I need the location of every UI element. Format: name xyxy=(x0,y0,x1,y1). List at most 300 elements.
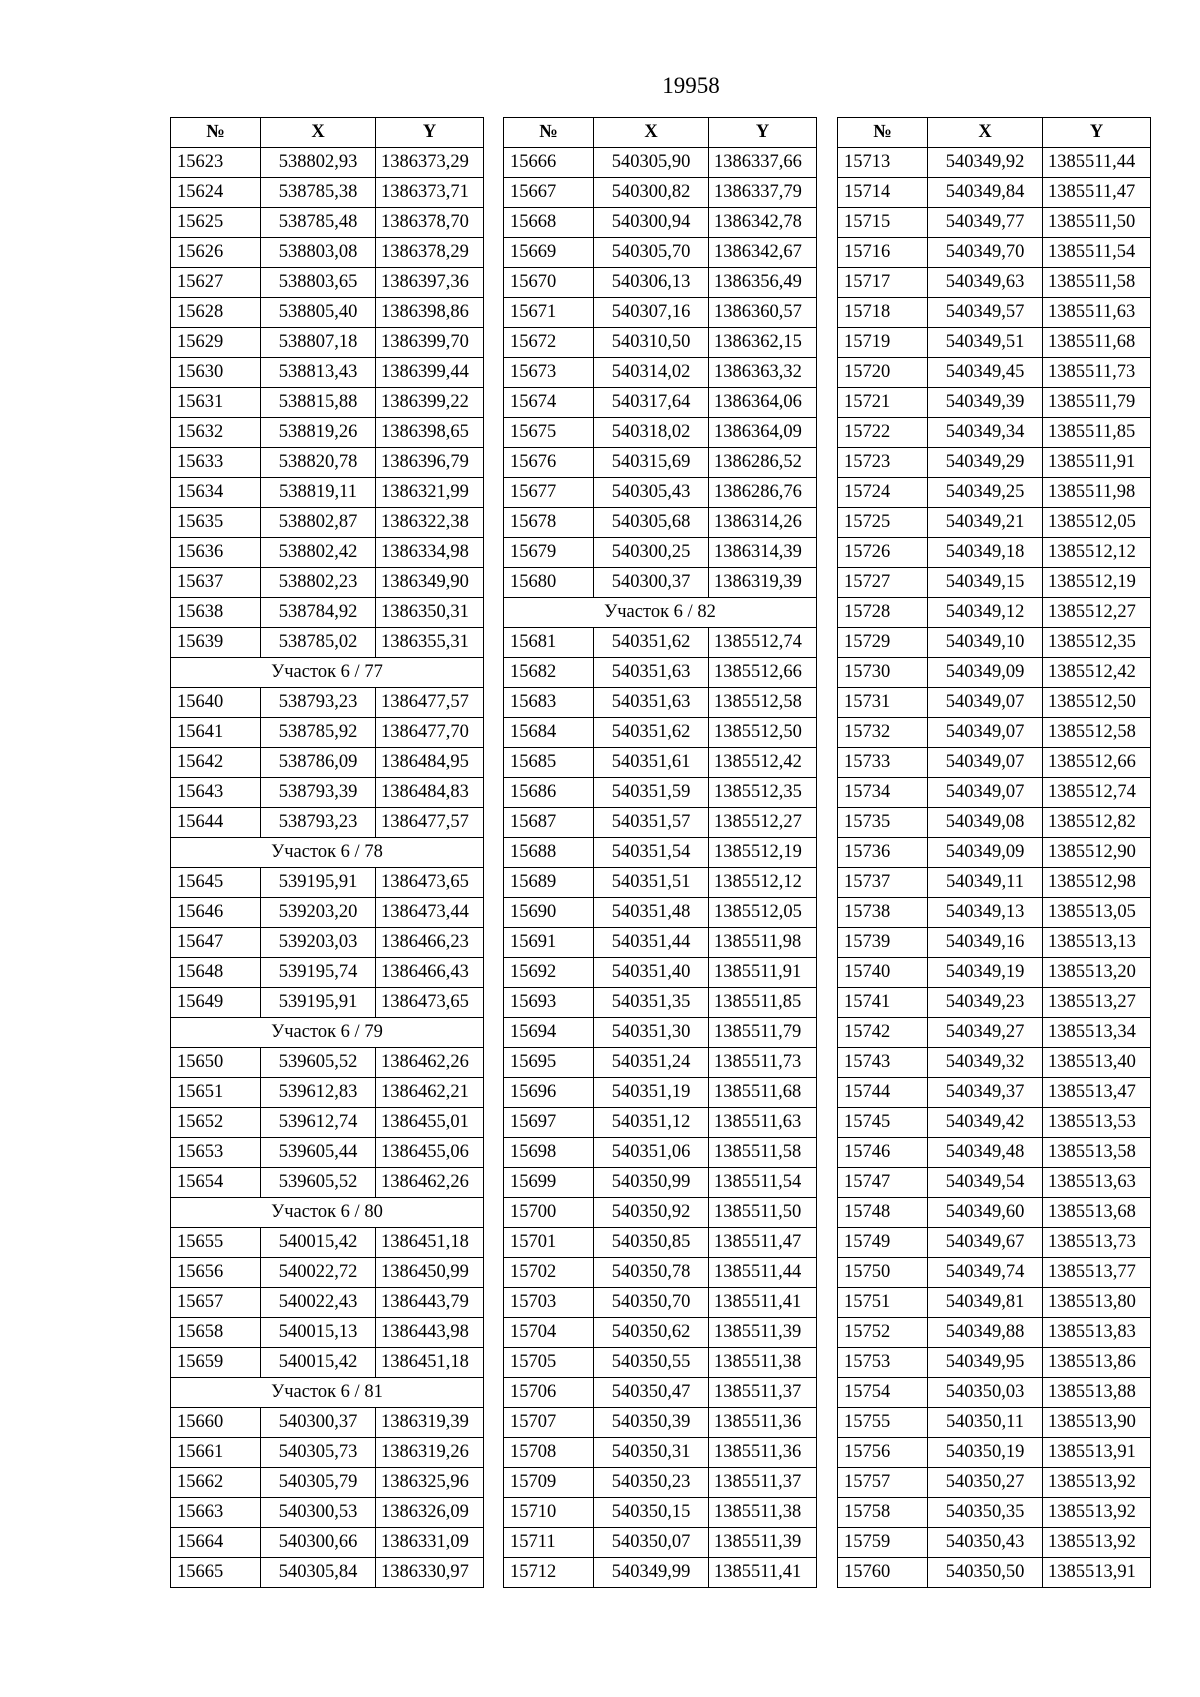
x-coordinate: 540349,09 xyxy=(928,838,1043,868)
x-coordinate: 540351,59 xyxy=(594,778,709,808)
x-coordinate: 540300,37 xyxy=(261,1408,376,1438)
y-coordinate: 1386462,26 xyxy=(376,1168,484,1198)
x-coordinate: 540349,88 xyxy=(928,1318,1043,1348)
table-row xyxy=(838,868,1151,898)
y-coordinate: 1386455,06 xyxy=(376,1138,484,1168)
point-number: 15758 xyxy=(838,1498,928,1528)
y-coordinate: 1385511,63 xyxy=(1043,298,1151,328)
point-number: 15716 xyxy=(838,238,928,268)
y-coordinate: 1385511,68 xyxy=(1043,328,1151,358)
table-row xyxy=(504,868,817,898)
x-coordinate: 538803,65 xyxy=(261,268,376,298)
table-row xyxy=(171,1258,484,1288)
point-number: 15735 xyxy=(838,808,928,838)
point-number: 15670 xyxy=(504,268,594,298)
table-row xyxy=(504,1498,817,1528)
x-coordinate: 540351,63 xyxy=(594,658,709,688)
coordinates-table-column-1 xyxy=(170,117,484,1588)
table-row xyxy=(504,478,817,508)
x-coordinate: 538785,02 xyxy=(261,628,376,658)
y-coordinate: 1385513,05 xyxy=(1043,898,1151,928)
coordinates-table-column-3 xyxy=(837,117,1151,1588)
table-row xyxy=(838,1018,1151,1048)
table-row xyxy=(504,628,817,658)
y-coordinate: 1385511,73 xyxy=(709,1048,817,1078)
y-coordinate: 1385511,50 xyxy=(709,1198,817,1228)
x-coordinate: 540305,68 xyxy=(594,508,709,538)
y-coordinate: 1385513,83 xyxy=(1043,1318,1151,1348)
x-coordinate: 540350,92 xyxy=(594,1198,709,1228)
x-coordinate: 538819,26 xyxy=(261,418,376,448)
point-number: 15714 xyxy=(838,178,928,208)
table-row xyxy=(504,1408,817,1438)
x-coordinate: 539195,74 xyxy=(261,958,376,988)
table-row xyxy=(504,358,817,388)
table-row xyxy=(504,538,817,568)
x-coordinate: 538802,87 xyxy=(261,508,376,538)
x-coordinate: 540015,13 xyxy=(261,1318,376,1348)
y-coordinate: 1386477,70 xyxy=(376,718,484,748)
point-number: 15644 xyxy=(171,808,261,838)
point-number: 15689 xyxy=(504,868,594,898)
y-coordinate: 1385513,53 xyxy=(1043,1108,1151,1138)
point-number: 15694 xyxy=(504,1018,594,1048)
x-coordinate: 540349,07 xyxy=(928,748,1043,778)
x-coordinate: 540349,77 xyxy=(928,208,1043,238)
point-number: 15691 xyxy=(504,928,594,958)
table-row xyxy=(504,1018,817,1048)
point-number: 15646 xyxy=(171,898,261,928)
y-coordinate: 1385512,66 xyxy=(1043,748,1151,778)
y-coordinate: 1386473,44 xyxy=(376,898,484,928)
point-number: 15704 xyxy=(504,1318,594,1348)
y-coordinate: 1386337,66 xyxy=(709,148,817,178)
table-row xyxy=(504,778,817,808)
x-coordinate: 540351,51 xyxy=(594,868,709,898)
section-row xyxy=(504,598,817,628)
table-row xyxy=(504,958,817,988)
x-coordinate: 540300,53 xyxy=(261,1498,376,1528)
y-coordinate: 1386364,06 xyxy=(709,388,817,418)
point-number: 15699 xyxy=(504,1168,594,1198)
point-number: 15713 xyxy=(838,148,928,178)
x-coordinate: 540349,08 xyxy=(928,808,1043,838)
point-number: 15686 xyxy=(504,778,594,808)
point-number: 15688 xyxy=(504,838,594,868)
table-row xyxy=(504,1048,817,1078)
point-number: 15656 xyxy=(171,1258,261,1288)
x-coordinate: 540351,12 xyxy=(594,1108,709,1138)
point-number: 15752 xyxy=(838,1318,928,1348)
point-number: 15697 xyxy=(504,1108,594,1138)
point-number: 15707 xyxy=(504,1408,594,1438)
x-coordinate: 540349,07 xyxy=(928,688,1043,718)
x-coordinate: 540351,44 xyxy=(594,928,709,958)
x-coordinate: 540350,11 xyxy=(928,1408,1043,1438)
table-row xyxy=(504,838,817,868)
table-row xyxy=(504,148,817,178)
coordinates-table-column-2 xyxy=(503,117,817,1588)
x-coordinate: 540349,29 xyxy=(928,448,1043,478)
point-number: 15676 xyxy=(504,448,594,478)
table-row xyxy=(171,598,484,628)
header-x: X xyxy=(261,118,376,148)
section-label: Участок 6 / 79 xyxy=(171,1018,484,1048)
point-number: 15685 xyxy=(504,748,594,778)
x-coordinate: 540350,85 xyxy=(594,1228,709,1258)
y-coordinate: 1386473,65 xyxy=(376,868,484,898)
table-row xyxy=(504,388,817,418)
table-row xyxy=(838,1198,1151,1228)
y-coordinate: 1386362,15 xyxy=(709,328,817,358)
x-coordinate: 538786,09 xyxy=(261,748,376,778)
y-coordinate: 1385511,91 xyxy=(1043,448,1151,478)
y-coordinate: 1385511,37 xyxy=(709,1468,817,1498)
x-coordinate: 538793,23 xyxy=(261,808,376,838)
x-coordinate: 540307,16 xyxy=(594,298,709,328)
y-coordinate: 1385513,47 xyxy=(1043,1078,1151,1108)
y-coordinate: 1385513,68 xyxy=(1043,1198,1151,1228)
table-row xyxy=(838,568,1151,598)
y-coordinate: 1385511,58 xyxy=(1043,268,1151,298)
table-row xyxy=(504,898,817,928)
x-coordinate: 538793,39 xyxy=(261,778,376,808)
y-coordinate: 1386321,99 xyxy=(376,478,484,508)
y-coordinate: 1385513,77 xyxy=(1043,1258,1151,1288)
point-number: 15637 xyxy=(171,568,261,598)
point-number: 15639 xyxy=(171,628,261,658)
point-number: 15672 xyxy=(504,328,594,358)
x-coordinate: 540305,90 xyxy=(594,148,709,178)
point-number: 15650 xyxy=(171,1048,261,1078)
y-coordinate: 1385511,39 xyxy=(709,1528,817,1558)
y-coordinate: 1386477,57 xyxy=(376,688,484,718)
point-number: 15756 xyxy=(838,1438,928,1468)
point-number: 15636 xyxy=(171,538,261,568)
table-row xyxy=(504,1468,817,1498)
coordinates-table xyxy=(837,117,1151,1588)
point-number: 15669 xyxy=(504,238,594,268)
section-label: Участок 6 / 80 xyxy=(171,1198,484,1228)
x-coordinate: 540350,50 xyxy=(928,1558,1043,1588)
point-number: 15743 xyxy=(838,1048,928,1078)
section-label: Участок 6 / 78 xyxy=(171,838,484,868)
y-coordinate: 1385511,79 xyxy=(1043,388,1151,418)
x-coordinate: 540349,45 xyxy=(928,358,1043,388)
y-coordinate: 1386399,44 xyxy=(376,358,484,388)
x-coordinate: 538785,92 xyxy=(261,718,376,748)
point-number: 15706 xyxy=(504,1378,594,1408)
y-coordinate: 1385511,38 xyxy=(709,1348,817,1378)
point-number: 15627 xyxy=(171,268,261,298)
point-number: 15654 xyxy=(171,1168,261,1198)
point-number: 15747 xyxy=(838,1168,928,1198)
x-coordinate: 540349,16 xyxy=(928,928,1043,958)
x-coordinate: 540350,78 xyxy=(594,1258,709,1288)
x-coordinate: 540350,62 xyxy=(594,1318,709,1348)
section-label: Участок 6 / 77 xyxy=(171,658,484,688)
point-number: 15696 xyxy=(504,1078,594,1108)
x-coordinate: 539203,03 xyxy=(261,928,376,958)
table-row xyxy=(838,238,1151,268)
y-coordinate: 1386398,65 xyxy=(376,418,484,448)
table-row xyxy=(171,238,484,268)
x-coordinate: 540349,99 xyxy=(594,1558,709,1588)
point-number: 15732 xyxy=(838,718,928,748)
y-coordinate: 1386399,70 xyxy=(376,328,484,358)
table-row xyxy=(171,418,484,448)
x-coordinate: 540350,39 xyxy=(594,1408,709,1438)
x-coordinate: 540350,31 xyxy=(594,1438,709,1468)
y-coordinate: 1386477,57 xyxy=(376,808,484,838)
point-number: 15641 xyxy=(171,718,261,748)
y-coordinate: 1385511,58 xyxy=(709,1138,817,1168)
table-row xyxy=(504,328,817,358)
x-coordinate: 540349,81 xyxy=(928,1288,1043,1318)
table-row xyxy=(504,448,817,478)
y-coordinate: 1386443,79 xyxy=(376,1288,484,1318)
x-coordinate: 539195,91 xyxy=(261,868,376,898)
y-coordinate: 1385513,92 xyxy=(1043,1498,1151,1528)
y-coordinate: 1385512,42 xyxy=(1043,658,1151,688)
y-coordinate: 1385511,47 xyxy=(1043,178,1151,208)
x-coordinate: 540351,40 xyxy=(594,958,709,988)
x-coordinate: 540349,07 xyxy=(928,718,1043,748)
y-coordinate: 1386450,99 xyxy=(376,1258,484,1288)
point-number: 15626 xyxy=(171,238,261,268)
y-coordinate: 1385513,13 xyxy=(1043,928,1151,958)
y-coordinate: 1386286,76 xyxy=(709,478,817,508)
point-number: 15751 xyxy=(838,1288,928,1318)
y-coordinate: 1385511,85 xyxy=(709,988,817,1018)
table-row xyxy=(504,418,817,448)
x-coordinate: 540022,43 xyxy=(261,1288,376,1318)
table-row xyxy=(171,1078,484,1108)
x-coordinate: 540350,47 xyxy=(594,1378,709,1408)
table-row xyxy=(171,208,484,238)
y-coordinate: 1385511,98 xyxy=(1043,478,1151,508)
y-coordinate: 1386397,36 xyxy=(376,268,484,298)
header-y: Y xyxy=(1043,118,1151,148)
table-row xyxy=(838,1378,1151,1408)
x-coordinate: 540351,30 xyxy=(594,1018,709,1048)
x-coordinate: 538815,88 xyxy=(261,388,376,418)
header-y: Y xyxy=(709,118,817,148)
point-number: 15643 xyxy=(171,778,261,808)
y-coordinate: 1385512,74 xyxy=(1043,778,1151,808)
table-row xyxy=(171,748,484,778)
x-coordinate: 538793,23 xyxy=(261,688,376,718)
x-coordinate: 540350,15 xyxy=(594,1498,709,1528)
y-coordinate: 1385512,58 xyxy=(1043,718,1151,748)
y-coordinate: 1385512,42 xyxy=(709,748,817,778)
y-coordinate: 1386451,18 xyxy=(376,1348,484,1378)
x-coordinate: 540351,62 xyxy=(594,718,709,748)
table-row xyxy=(171,778,484,808)
y-coordinate: 1386350,31 xyxy=(376,598,484,628)
point-number: 15744 xyxy=(838,1078,928,1108)
x-coordinate: 540349,57 xyxy=(928,298,1043,328)
x-coordinate: 540351,62 xyxy=(594,628,709,658)
table-row xyxy=(838,808,1151,838)
point-number: 15666 xyxy=(504,148,594,178)
table-row xyxy=(838,928,1151,958)
table-row xyxy=(838,628,1151,658)
x-coordinate: 540022,72 xyxy=(261,1258,376,1288)
y-coordinate: 1386349,90 xyxy=(376,568,484,598)
y-coordinate: 1385513,92 xyxy=(1043,1528,1151,1558)
x-coordinate: 540349,60 xyxy=(928,1198,1043,1228)
table-row xyxy=(171,388,484,418)
x-coordinate: 540350,19 xyxy=(928,1438,1043,1468)
x-coordinate: 540351,35 xyxy=(594,988,709,1018)
point-number: 15711 xyxy=(504,1528,594,1558)
x-coordinate: 540305,79 xyxy=(261,1468,376,1498)
table-row xyxy=(504,1108,817,1138)
y-coordinate: 1386319,39 xyxy=(709,568,817,598)
y-coordinate: 1385511,41 xyxy=(709,1558,817,1588)
table-row xyxy=(171,448,484,478)
x-coordinate: 540350,35 xyxy=(928,1498,1043,1528)
y-coordinate: 1385513,86 xyxy=(1043,1348,1151,1378)
y-coordinate: 1385513,90 xyxy=(1043,1408,1151,1438)
table-row xyxy=(504,238,817,268)
x-coordinate: 540300,25 xyxy=(594,538,709,568)
y-coordinate: 1386373,29 xyxy=(376,148,484,178)
x-coordinate: 540349,18 xyxy=(928,538,1043,568)
point-number: 15662 xyxy=(171,1468,261,1498)
point-number: 15681 xyxy=(504,628,594,658)
point-number: 15729 xyxy=(838,628,928,658)
point-number: 15720 xyxy=(838,358,928,388)
section-row xyxy=(171,838,484,868)
table-row xyxy=(171,1498,484,1528)
point-number: 15737 xyxy=(838,868,928,898)
header-x: X xyxy=(594,118,709,148)
point-number: 15655 xyxy=(171,1228,261,1258)
coordinates-table xyxy=(170,117,484,1588)
x-coordinate: 540350,70 xyxy=(594,1288,709,1318)
point-number: 15642 xyxy=(171,748,261,778)
table-row xyxy=(171,1288,484,1318)
y-coordinate: 1386462,21 xyxy=(376,1078,484,1108)
y-coordinate: 1386325,96 xyxy=(376,1468,484,1498)
table-row xyxy=(838,1468,1151,1498)
y-coordinate: 1385512,50 xyxy=(709,718,817,748)
y-coordinate: 1386334,98 xyxy=(376,538,484,568)
point-number: 15678 xyxy=(504,508,594,538)
y-coordinate: 1386484,95 xyxy=(376,748,484,778)
table-row xyxy=(171,1318,484,1348)
y-coordinate: 1385513,73 xyxy=(1043,1228,1151,1258)
header-number: № xyxy=(504,118,594,148)
x-coordinate: 540349,15 xyxy=(928,568,1043,598)
y-coordinate: 1385511,41 xyxy=(709,1288,817,1318)
x-coordinate: 538784,92 xyxy=(261,598,376,628)
header-number: № xyxy=(171,118,261,148)
point-number: 15659 xyxy=(171,1348,261,1378)
y-coordinate: 1385512,90 xyxy=(1043,838,1151,868)
x-coordinate: 540349,25 xyxy=(928,478,1043,508)
x-coordinate: 540351,48 xyxy=(594,898,709,928)
x-coordinate: 540015,42 xyxy=(261,1348,376,1378)
y-coordinate: 1386399,22 xyxy=(376,388,484,418)
point-number: 15712 xyxy=(504,1558,594,1588)
table-row xyxy=(171,508,484,538)
x-coordinate: 538803,08 xyxy=(261,238,376,268)
point-number: 15680 xyxy=(504,568,594,598)
x-coordinate: 539612,83 xyxy=(261,1078,376,1108)
x-coordinate: 540314,02 xyxy=(594,358,709,388)
x-coordinate: 539612,74 xyxy=(261,1108,376,1138)
y-coordinate: 1385513,91 xyxy=(1043,1438,1151,1468)
y-coordinate: 1386314,39 xyxy=(709,538,817,568)
table-row xyxy=(504,688,817,718)
x-coordinate: 540349,54 xyxy=(928,1168,1043,1198)
table-row xyxy=(171,1168,484,1198)
y-coordinate: 1386342,67 xyxy=(709,238,817,268)
section-label: Участок 6 / 82 xyxy=(504,598,817,628)
point-number: 15645 xyxy=(171,868,261,898)
x-coordinate: 540350,99 xyxy=(594,1168,709,1198)
table-row xyxy=(504,1138,817,1168)
point-number: 15749 xyxy=(838,1228,928,1258)
y-coordinate: 1385511,47 xyxy=(709,1228,817,1258)
point-number: 15675 xyxy=(504,418,594,448)
y-coordinate: 1386466,23 xyxy=(376,928,484,958)
table-row xyxy=(838,508,1151,538)
point-number: 15692 xyxy=(504,958,594,988)
table-row xyxy=(838,178,1151,208)
point-number: 15667 xyxy=(504,178,594,208)
y-coordinate: 1385511,91 xyxy=(709,958,817,988)
point-number: 15755 xyxy=(838,1408,928,1438)
table-row xyxy=(838,1528,1151,1558)
y-coordinate: 1386451,18 xyxy=(376,1228,484,1258)
x-coordinate: 540349,84 xyxy=(928,178,1043,208)
y-coordinate: 1385512,58 xyxy=(709,688,817,718)
table-row xyxy=(838,838,1151,868)
point-number: 15624 xyxy=(171,178,261,208)
y-coordinate: 1386398,86 xyxy=(376,298,484,328)
y-coordinate: 1385511,44 xyxy=(1043,148,1151,178)
point-number: 15739 xyxy=(838,928,928,958)
y-coordinate: 1385511,79 xyxy=(709,1018,817,1048)
header-number: № xyxy=(838,118,928,148)
table-row xyxy=(838,208,1151,238)
page-number: 19958 xyxy=(662,73,720,98)
point-number: 15679 xyxy=(504,538,594,568)
y-coordinate: 1385512,27 xyxy=(1043,598,1151,628)
table-row xyxy=(504,298,817,328)
x-coordinate: 540349,48 xyxy=(928,1138,1043,1168)
table-row xyxy=(504,1168,817,1198)
y-coordinate: 1386363,32 xyxy=(709,358,817,388)
y-coordinate: 1386314,26 xyxy=(709,508,817,538)
y-coordinate: 1386466,43 xyxy=(376,958,484,988)
point-number: 15757 xyxy=(838,1468,928,1498)
table-row xyxy=(838,688,1151,718)
table-row xyxy=(504,658,817,688)
table-row xyxy=(504,1198,817,1228)
table-row xyxy=(171,1048,484,1078)
x-coordinate: 540305,84 xyxy=(261,1558,376,1588)
y-coordinate: 1386396,79 xyxy=(376,448,484,478)
table-row xyxy=(504,808,817,838)
table-row xyxy=(838,478,1151,508)
point-number: 15748 xyxy=(838,1198,928,1228)
point-number: 15652 xyxy=(171,1108,261,1138)
